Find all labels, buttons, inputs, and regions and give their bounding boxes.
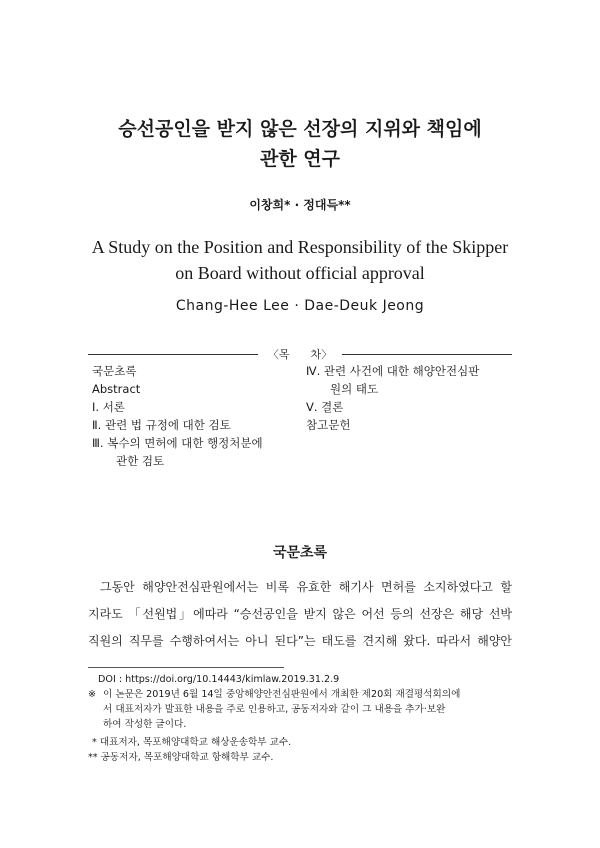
english-title-line-2: on Board without official approval [175, 263, 425, 283]
toc-item: 관한 검토 [116, 454, 165, 468]
title-line-1: 승선공인을 받지 않은 선장의 지위와 책임에 [118, 118, 482, 140]
abstract-line: 직원의 직무를 수행하여서는 아니 된다”는 태도를 견지해 왔다. 따라서 해양안 [88, 634, 512, 648]
toc-heading: 〈목 차〉 [258, 346, 342, 362]
footnote-author-1: * 대표저자, 목포해양대학교 해상운송학부 교수. [92, 737, 292, 748]
toc-divider-left [88, 354, 258, 355]
abstract-line: 그동안 해양안전심판원에서는 비록 유효한 해기사 면허를 소지하였다고 할 [100, 580, 512, 594]
toc-item: Ⅳ. 관련 사건에 대한 해양안전심판 [306, 364, 480, 378]
footnote-line: 하여 작성한 글이다. [103, 719, 187, 730]
authors-korean: 이창희* · 정대득** [249, 198, 351, 212]
footnote-line: 서 대표저자가 발표한 내용을 주로 인용하고, 공동저자와 같이 그 내용을 추가·보완 [103, 704, 446, 715]
toc-item: Ⅲ. 복수의 면허에 대한 행정처분에 [92, 436, 263, 450]
abstract-line: 지라도 「선원법」에따라 “승선공인을 받지 않은 어선 등의 선장은 해당 선박 [88, 607, 512, 621]
toc-item: Abstract [92, 382, 141, 396]
authors-english: Chang-Hee Lee · Dae-Deuk Jeong [175, 298, 425, 314]
footnote-author-2: ** 공동저자, 목포해양대학교 항해학부 교수. [88, 752, 274, 763]
footnote-line: 이 논문은 2019년 6월 14일 중앙해양안전심판원에서 개최한 제20회 재결평석회의에 [103, 689, 461, 700]
toc-left-column [92, 362, 292, 470]
toc-item: Ⅴ. 결론 [306, 400, 344, 414]
reference-mark-icon: ※ [88, 689, 97, 700]
abstract-heading: 국문초록 [272, 545, 328, 561]
toc-item: 국문초록 [92, 364, 137, 378]
footnote-divider [88, 667, 284, 668]
toc-item: Ⅰ. 서론 [92, 400, 125, 414]
toc-right-column [306, 362, 516, 434]
title-line-2: 관한 연구 [259, 148, 341, 170]
toc-divider-right [342, 354, 512, 355]
toc-item: Ⅱ. 관련 법 규정에 대한 검토 [92, 418, 231, 432]
toc-item: 참고문헌 [306, 418, 351, 432]
doi-link[interactable]: DOI : https://doi.org/10.14443/kimlaw.2019.31.2.9 [98, 674, 340, 685]
english-title-line-1: A Study on the Position and Responsibility of the Skipper [91, 237, 509, 257]
toc-item: 원의 태도 [330, 382, 379, 396]
